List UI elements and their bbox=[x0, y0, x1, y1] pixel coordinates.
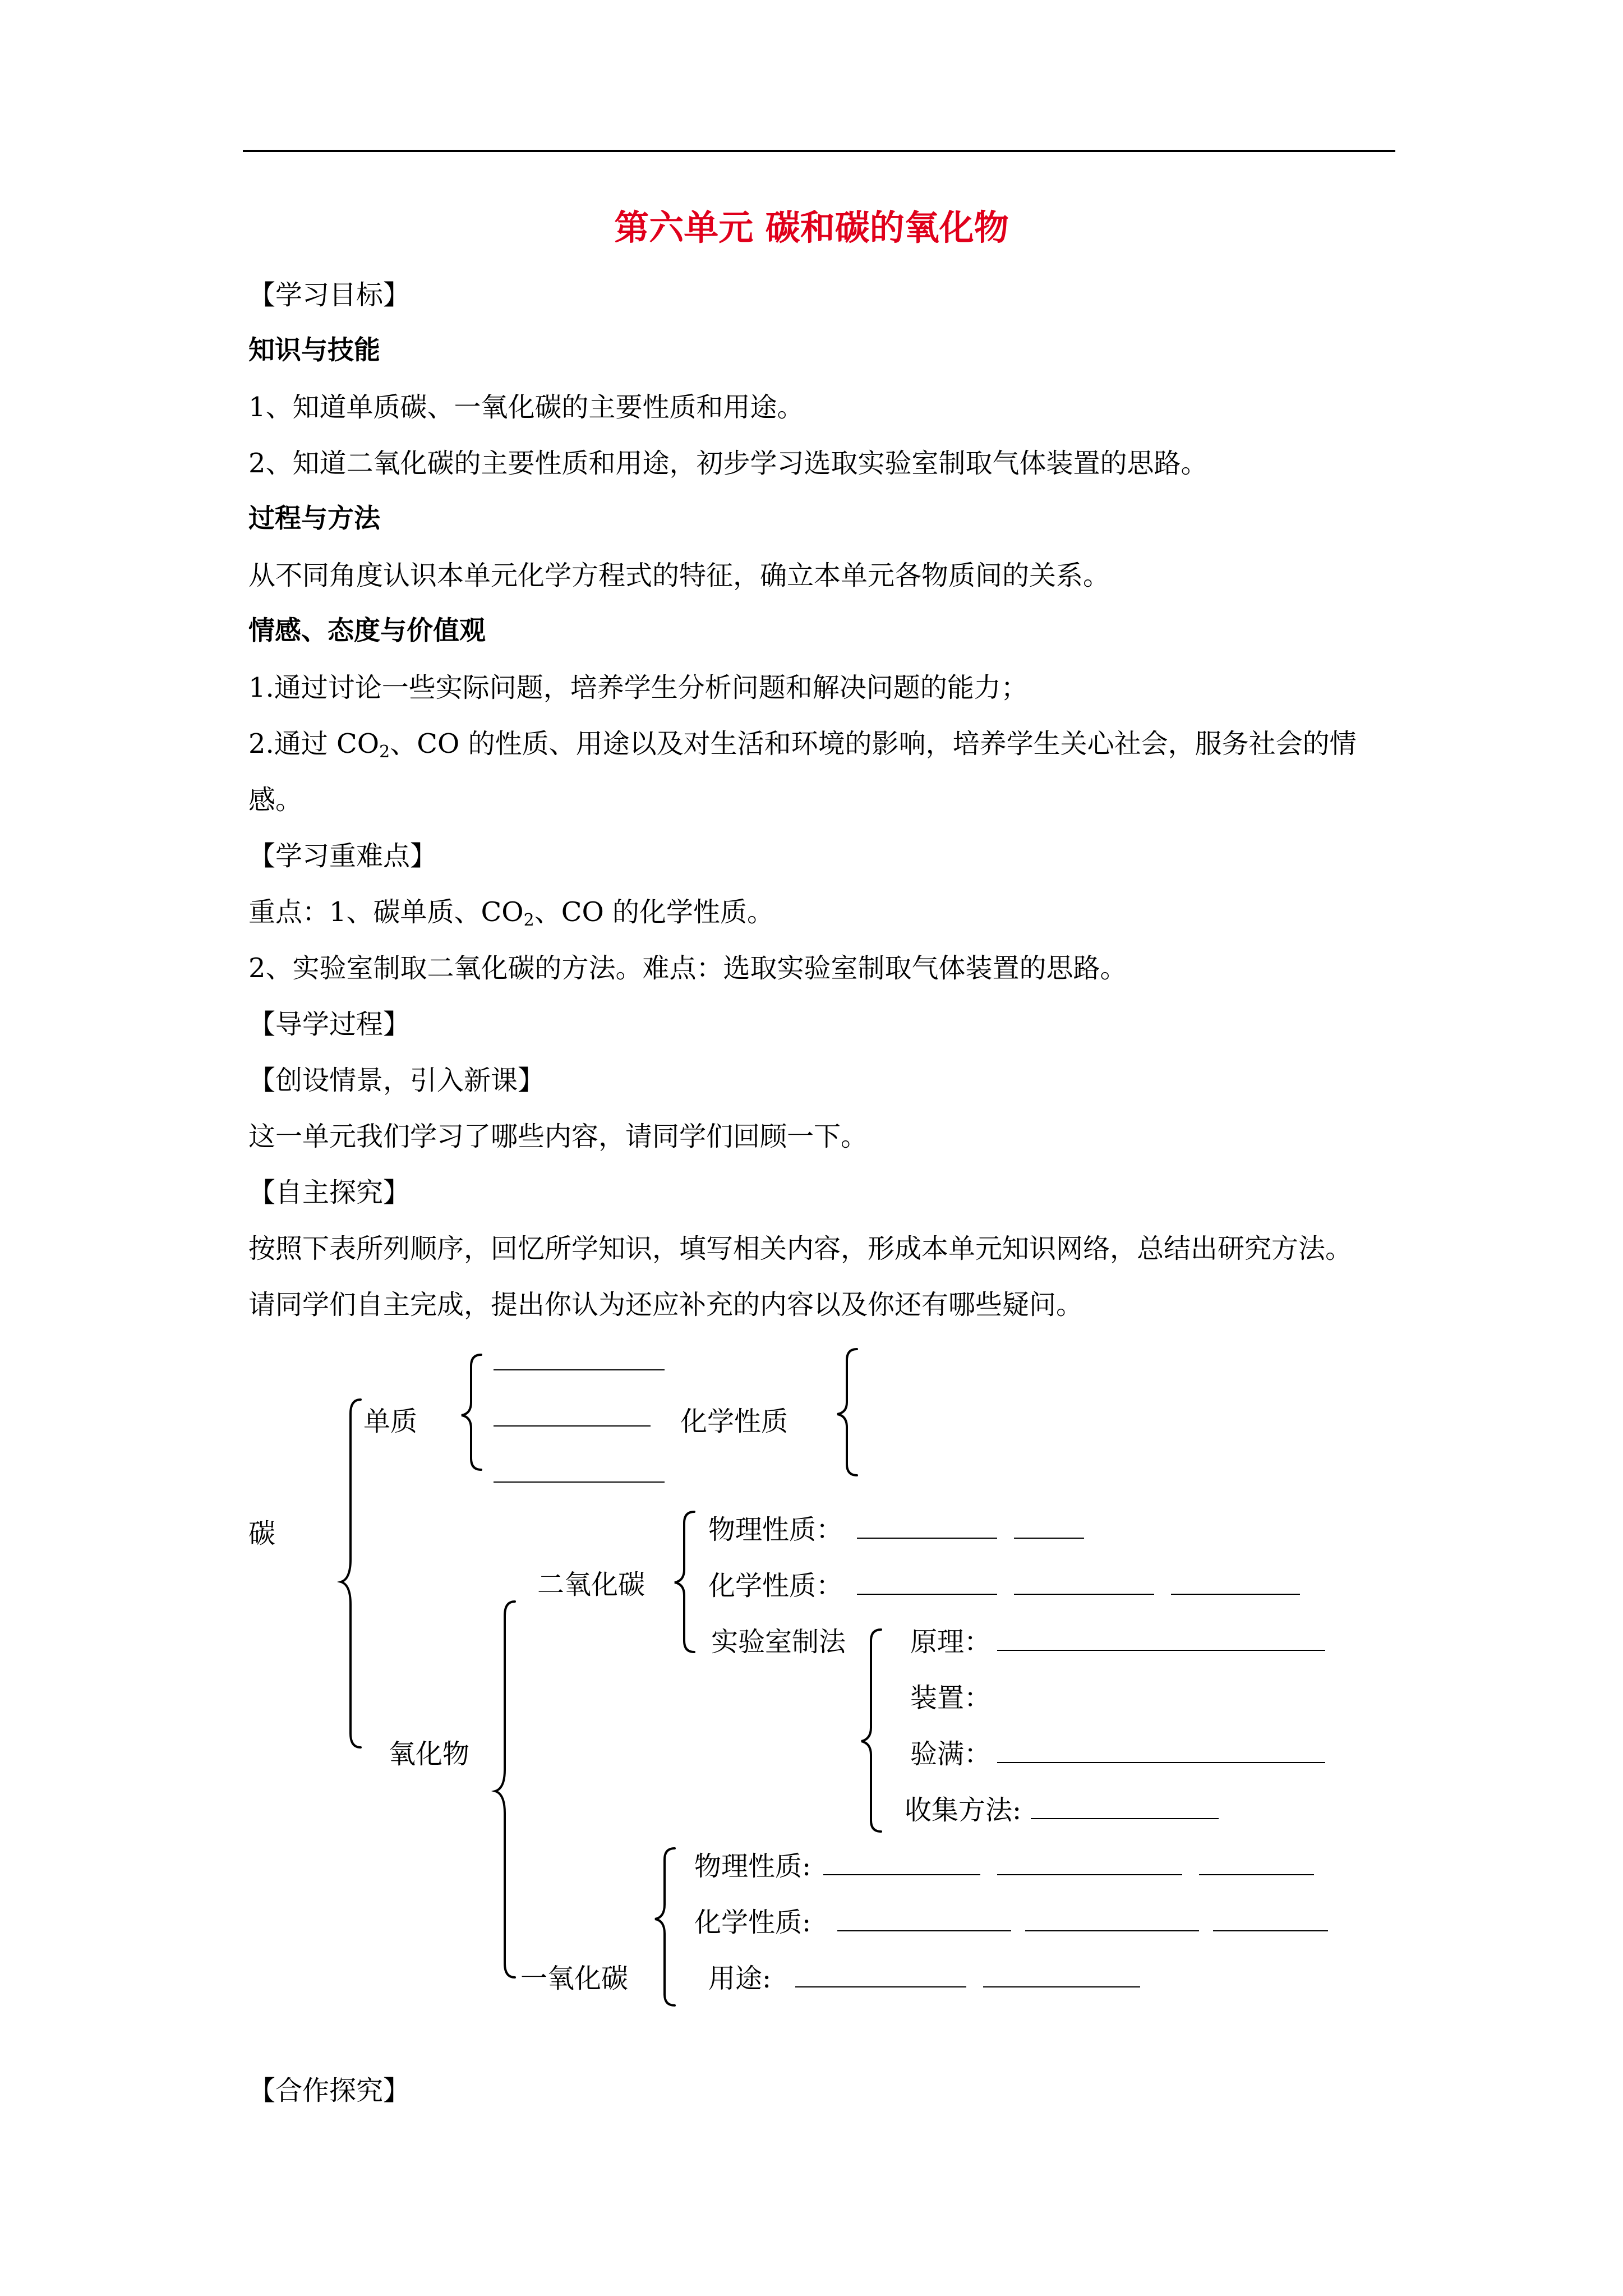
emotion-goal-2-continued: 感。 bbox=[248, 784, 303, 816]
process-text: 从不同角度认识本单元化学方程式的特征，确立本单元各物质间的关系。 bbox=[248, 560, 1110, 591]
emotion-goal-2-part-a: 2.通过 CO bbox=[248, 728, 380, 760]
diagram-co2-lab: 实验室制法 bbox=[711, 1626, 846, 1658]
section-heading-guide: 【导学过程】 bbox=[248, 1009, 411, 1040]
subheading-process-method: 过程与方法 bbox=[248, 503, 380, 534]
co2-subscript: 2 bbox=[523, 910, 534, 930]
blank-elemental-3[interactable] bbox=[494, 1481, 665, 1483]
blank-co-use-2[interactable] bbox=[983, 1986, 1140, 1987]
section-heading-key-points: 【学习重难点】 bbox=[248, 840, 437, 872]
blank-co-use-1[interactable] bbox=[795, 1986, 966, 1987]
brace-chem-prop bbox=[837, 1349, 857, 1475]
scene-text: 这一单元我们学习了哪些内容，请同学们回顾一下。 bbox=[248, 1121, 868, 1152]
key-point-2: 2、实验室制取二氧化碳的方法。难点：选取实验室制取气体装置的思路。 bbox=[248, 953, 1127, 984]
brace-co2 bbox=[675, 1512, 694, 1652]
self-study-text-2: 请同学们自主完成，提出你认为还应补充的内容以及你还有哪些疑问。 bbox=[248, 1289, 1083, 1320]
subheading-knowledge-skills: 知识与技能 bbox=[248, 335, 380, 366]
diagram-principle: 原理： bbox=[910, 1626, 992, 1658]
brace-carbon bbox=[341, 1400, 361, 1747]
key-point-1-part-a: 重点：1、碳单质、CO bbox=[248, 896, 524, 928]
diagram-oxide: 氧化物 bbox=[389, 1738, 470, 1770]
diagram-co2-chem: 化学性质： bbox=[708, 1570, 843, 1602]
goal-knowledge-2: 2、知道二氧化碳的主要性质和用途，初步学习选取实验室制取气体装置的思路。 bbox=[248, 448, 1208, 479]
co2-subscript: 2 bbox=[379, 742, 390, 762]
section-heading-cooperation: 【合作探究】 bbox=[248, 2075, 411, 2106]
brace-elemental bbox=[462, 1355, 481, 1470]
blank-principle[interactable] bbox=[997, 1650, 1325, 1651]
diagram-check-full: 验满： bbox=[910, 1738, 992, 1770]
blank-co-phys-2[interactable] bbox=[997, 1874, 1182, 1875]
blank-co-chem-2[interactable] bbox=[1025, 1930, 1199, 1931]
subheading-emotion-values: 情感、态度与价值观 bbox=[248, 615, 486, 646]
diagram-chem-prop: 化学性质 bbox=[680, 1406, 789, 1437]
blank-co2-phys-1[interactable] bbox=[857, 1538, 997, 1539]
brace-lab-method bbox=[861, 1630, 881, 1832]
diagram-carbon: 碳 bbox=[248, 1518, 276, 1549]
section-heading-goals: 【学习目标】 bbox=[248, 279, 411, 311]
blank-co2-chem-2[interactable] bbox=[1014, 1594, 1154, 1595]
page-title: 第六单元 碳和碳的氧化物 bbox=[614, 207, 1009, 248]
blank-co-phys-1[interactable] bbox=[823, 1874, 980, 1875]
diagram-co-phys: 物理性质: bbox=[694, 1851, 811, 1882]
blank-elemental-1[interactable] bbox=[494, 1369, 665, 1370]
blank-check-full[interactable] bbox=[997, 1762, 1325, 1763]
diagram-co2-phys: 物理性质： bbox=[708, 1514, 843, 1545]
blank-collect[interactable] bbox=[1031, 1818, 1219, 1819]
blank-co-chem-1[interactable] bbox=[837, 1930, 1011, 1931]
brace-co bbox=[655, 1848, 675, 2005]
diagram-apparatus: 装置： bbox=[910, 1682, 992, 1714]
section-heading-self-study: 【自主探究】 bbox=[248, 1177, 411, 1208]
emotion-goal-2-part-b: 、CO 的性质、用途以及对生活和环境的影响，培养学生关心社会，服务社会的情 bbox=[390, 728, 1357, 760]
brace-oxide bbox=[495, 1602, 515, 1977]
diagram-co2: 二氧化碳 bbox=[537, 1569, 645, 1600]
emotion-goal-1: 1.通过讨论一些实际问题，培养学生分析问题和解决问题的能力； bbox=[248, 672, 1028, 703]
diagram-co: 一氧化碳 bbox=[520, 1963, 629, 1994]
diagram-co-use: 用途: bbox=[708, 1963, 772, 1994]
self-study-text-1: 按照下表所列顺序，回忆所学知识，填写相关内容，形成本单元知识网络，总结出研究方法。 bbox=[248, 1233, 1353, 1264]
key-point-1-part-b: 、CO 的化学性质。 bbox=[534, 896, 774, 928]
diagram-elemental: 单质 bbox=[363, 1406, 418, 1437]
blank-co2-phys-2[interactable] bbox=[1014, 1538, 1084, 1539]
blank-co2-chem-3[interactable] bbox=[1171, 1594, 1300, 1595]
section-heading-scene: 【创设情景，引入新课】 bbox=[248, 1065, 545, 1096]
diagram-collect: 收集方法: bbox=[905, 1795, 1022, 1826]
blank-co-chem-3[interactable] bbox=[1213, 1930, 1328, 1931]
goal-knowledge-1: 1、知道单质碳、一氧化碳的主要性质和用途。 bbox=[248, 392, 804, 423]
blank-elemental-2[interactable] bbox=[494, 1425, 651, 1427]
blank-co-phys-3[interactable] bbox=[1199, 1874, 1314, 1875]
diagram-co-chem: 化学性质: bbox=[694, 1907, 811, 1938]
blank-co2-chem-1[interactable] bbox=[857, 1594, 997, 1595]
